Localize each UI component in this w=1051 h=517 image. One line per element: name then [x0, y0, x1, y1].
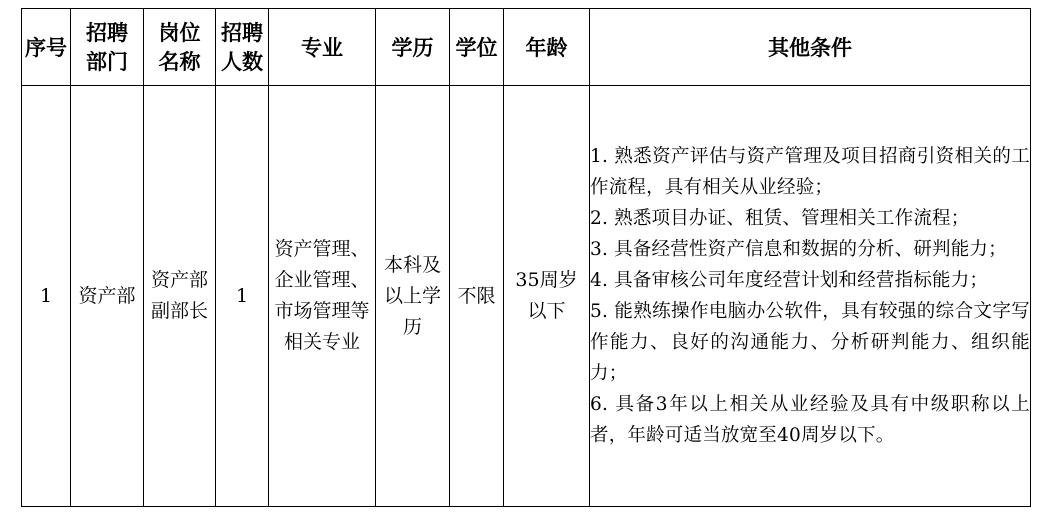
condition-item: 5. 能熟练操作电脑办公软件，具有较强的综合文字写作能力、良好的沟通能力、分析研判能力、组织能力； [590, 301, 1030, 384]
cell-position: 资产部副部长 [144, 86, 216, 507]
cell-seq: 1 [22, 86, 71, 507]
header-seq: 序号 [22, 9, 71, 86]
condition-item: 6. 具备3年以上相关从业经验及具有中级职称以上者，年龄可适当放宽至40周岁以下。 [590, 394, 1030, 446]
cell-conditions [590, 86, 1031, 507]
header-other: 其他条件 [590, 9, 1031, 86]
header-age: 年龄 [504, 9, 590, 86]
cell-count: 1 [216, 86, 269, 507]
header-dept: 招聘部门 [71, 9, 144, 86]
cell-age: 35周岁以下 [504, 86, 590, 507]
condition-item: 4. 具备审核公司年度经营计划和经营指标能力； [590, 270, 989, 291]
header-degree: 学位 [450, 9, 504, 86]
header-count: 招聘人数 [216, 9, 269, 86]
cell-education: 本科及以上学历 [376, 86, 450, 507]
condition-item: 2. 熟悉项目办证、租赁、管理相关工作流程； [590, 208, 970, 229]
header-education: 学历 [376, 9, 450, 86]
condition-item: 3. 具备经营性资产信息和数据的分析、研判能力； [590, 239, 1007, 260]
cell-degree: 不限 [450, 86, 504, 507]
recruitment-table [21, 8, 1031, 507]
condition-item: 1. 熟悉资产评估与资产管理及项目招商引资相关的工作流程，具有相关从业经验； [590, 146, 1030, 198]
table-row [22, 86, 1031, 507]
cell-dept: 资产部 [71, 86, 144, 507]
table-header-row [22, 9, 1031, 86]
header-major: 专业 [269, 9, 376, 86]
header-position: 岗位名称 [144, 9, 216, 86]
cell-major: 资产管理、企业管理、市场管理等相关专业 [269, 86, 376, 507]
